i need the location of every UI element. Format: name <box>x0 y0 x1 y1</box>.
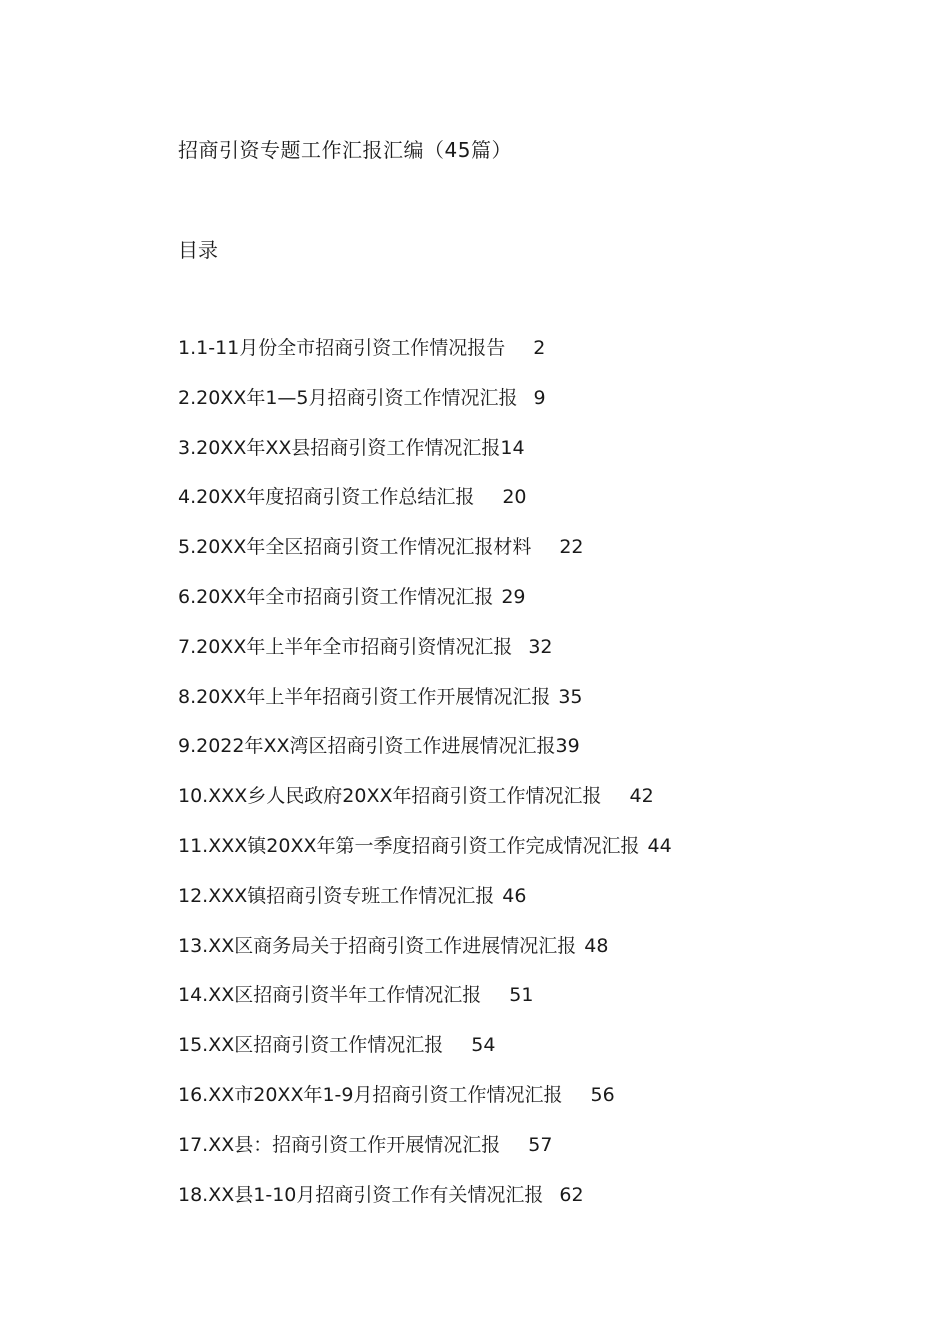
document-title: 招商引资专题工作汇报汇编（45篇） <box>178 138 512 162</box>
toc-entry-page: 42 <box>629 785 654 808</box>
toc-entry-page: 29 <box>501 585 526 608</box>
toc-entry[interactable] <box>178 583 672 633</box>
toc-entry-page: 51 <box>509 984 534 1007</box>
toc-entry-page: 22 <box>559 536 584 559</box>
toc-entry-title: 5.20XX年全区招商引资工作情况汇报材料 <box>178 536 532 559</box>
toc-entry-page: 32 <box>528 635 553 658</box>
toc-entry-page: 9 <box>533 386 546 409</box>
toc-entry[interactable] <box>178 483 672 533</box>
toc-entry[interactable] <box>178 683 672 733</box>
toc-entry[interactable] <box>178 633 672 683</box>
toc-entry[interactable] <box>178 384 672 434</box>
toc-entry-title: 16.XX市20XX年1-9月招商引资工作情况汇报 <box>178 1083 563 1106</box>
toc-entry-title: 8.20XX年上半年招商引资工作开展情况汇报 <box>178 685 551 708</box>
toc-entry[interactable] <box>178 1181 672 1231</box>
toc-entry-page: 46 <box>502 884 527 907</box>
toc-entry-title: 7.20XX年上半年全市招商引资情况汇报 <box>178 635 513 658</box>
toc-entry[interactable] <box>178 832 672 882</box>
toc-entry-title: 14.XX区招商引资半年工作情况汇报 <box>178 984 482 1007</box>
toc-entry-page: 39 <box>555 735 580 758</box>
toc-entry-page: 44 <box>647 834 672 857</box>
toc-entry-page: 57 <box>528 1133 553 1156</box>
toc-entry-page: 48 <box>584 934 609 957</box>
toc-entry-title: 6.20XX年全市招商引资工作情况汇报 <box>178 585 494 608</box>
toc-entry-title: 13.XX区商务局关于招商引资工作进展情况汇报 <box>178 934 577 957</box>
toc-heading: 目录 <box>178 238 218 262</box>
toc-entry-title: 2.20XX年1—5月招商引资工作情况汇报 <box>178 386 518 409</box>
toc-entry-page: 35 <box>558 685 583 708</box>
toc-entry[interactable] <box>178 1131 672 1181</box>
toc-entry-title: 15.XX区招商引资工作情况汇报 <box>178 1034 444 1057</box>
toc-entry-title: 18.XX县1-10月招商引资工作有关情况汇报 <box>178 1183 544 1206</box>
toc-entry-title: 1.1-11月份全市招商引资工作情况报告 <box>178 337 506 359</box>
toc-entry-page: 54 <box>471 1034 496 1057</box>
toc-entry-page: 56 <box>590 1083 615 1106</box>
toc-entry[interactable] <box>178 732 672 782</box>
toc-entry[interactable] <box>178 981 672 1031</box>
toc-entry[interactable] <box>178 434 672 484</box>
toc-entry-page: 20 <box>502 486 527 509</box>
toc-entry-title: 10.XXX乡人民政府20XX年招商引资工作情况汇报 <box>178 785 602 808</box>
toc-list <box>178 334 672 1230</box>
toc-entry-page: 14 <box>500 436 525 459</box>
toc-entry-title: 11.XXX镇20XX年第一季度招商引资工作完成情况汇报 <box>178 834 640 857</box>
toc-entry-title: 9.2022年XX湾区招商引资工作进展情况汇报 <box>178 735 556 758</box>
toc-entry-title: 4.20XX年度招商引资工作总结汇报 <box>178 486 475 509</box>
toc-entry-page: 62 <box>559 1183 584 1206</box>
toc-entry[interactable] <box>178 1081 672 1131</box>
toc-entry[interactable] <box>178 533 672 583</box>
toc-entry-title: 3.20XX年XX县招商引资工作情况汇报 <box>178 436 501 459</box>
toc-entry-title: 12.XXX镇招商引资专班工作情况汇报 <box>178 884 495 907</box>
toc-entry[interactable] <box>178 932 672 982</box>
toc-entry[interactable] <box>178 334 672 384</box>
toc-entry[interactable] <box>178 1031 672 1081</box>
toc-entry[interactable] <box>178 882 672 932</box>
toc-entry[interactable] <box>178 782 672 832</box>
toc-entry-title: 17.XX县：招商引资工作开展情况汇报 <box>178 1133 501 1156</box>
toc-entry-page: 2 <box>533 337 546 359</box>
